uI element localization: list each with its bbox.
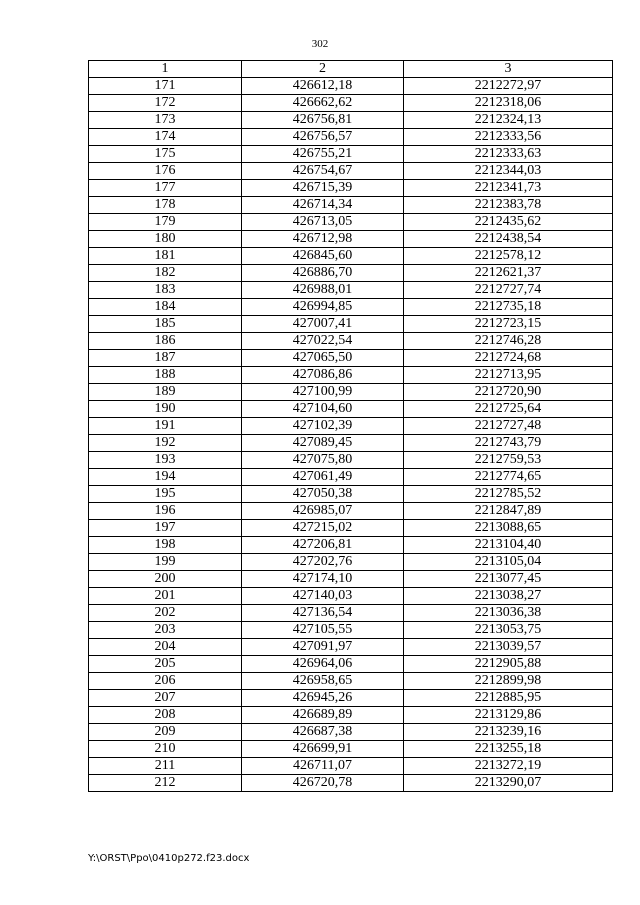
y-coordinate-cell: 2212847,89 xyxy=(404,503,613,520)
y-coordinate-cell: 2212333,56 xyxy=(404,129,613,146)
table-row xyxy=(89,639,613,656)
x-coordinate-cell: 427061,49 xyxy=(242,469,404,486)
table-row xyxy=(89,537,613,554)
table-row xyxy=(89,503,613,520)
x-coordinate-cell: 426712,98 xyxy=(242,231,404,248)
point-number-cell: 175 xyxy=(89,146,242,163)
x-coordinate-cell: 426756,57 xyxy=(242,129,404,146)
point-number-cell: 206 xyxy=(89,673,242,690)
point-number-cell: 211 xyxy=(89,758,242,775)
table-row xyxy=(89,520,613,537)
x-coordinate-cell: 427075,80 xyxy=(242,452,404,469)
table-row xyxy=(89,316,613,333)
table-row xyxy=(89,197,613,214)
point-number-cell: 194 xyxy=(89,469,242,486)
x-coordinate-cell: 427050,38 xyxy=(242,486,404,503)
y-coordinate-cell: 2212344,03 xyxy=(404,163,613,180)
point-number-cell: 203 xyxy=(89,622,242,639)
x-coordinate-cell: 427007,41 xyxy=(242,316,404,333)
table-row xyxy=(89,588,613,605)
y-coordinate-cell: 2212318,06 xyxy=(404,95,613,112)
page-number: 302 xyxy=(311,38,329,50)
y-coordinate-cell: 2212578,12 xyxy=(404,248,613,265)
y-coordinate-cell: 2212727,48 xyxy=(404,418,613,435)
point-number-cell: 181 xyxy=(89,248,242,265)
point-number-cell: 180 xyxy=(89,231,242,248)
point-number-cell: 171 xyxy=(89,78,242,95)
table-row xyxy=(89,214,613,231)
y-coordinate-cell: 2212899,98 xyxy=(404,673,613,690)
x-coordinate-cell: 426755,21 xyxy=(242,146,404,163)
table-row xyxy=(89,163,613,180)
point-number-cell: 209 xyxy=(89,724,242,741)
table-row xyxy=(89,333,613,350)
x-coordinate-cell: 427202,76 xyxy=(242,554,404,571)
x-coordinate-cell: 426845,60 xyxy=(242,248,404,265)
x-coordinate-cell: 426754,67 xyxy=(242,163,404,180)
table-row xyxy=(89,435,613,452)
point-number-cell: 192 xyxy=(89,435,242,452)
y-coordinate-cell: 2212735,18 xyxy=(404,299,613,316)
x-coordinate-cell: 427102,39 xyxy=(242,418,404,435)
point-number-cell: 198 xyxy=(89,537,242,554)
y-coordinate-cell: 2212725,64 xyxy=(404,401,613,418)
point-number-cell: 187 xyxy=(89,350,242,367)
x-coordinate-cell: 427089,45 xyxy=(242,435,404,452)
table-row xyxy=(89,741,613,758)
y-coordinate-cell: 2212724,68 xyxy=(404,350,613,367)
table-row xyxy=(89,656,613,673)
table-row xyxy=(89,452,613,469)
table-row xyxy=(89,265,613,282)
table-row xyxy=(89,418,613,435)
table-row xyxy=(89,367,613,384)
y-coordinate-cell: 2212383,78 xyxy=(404,197,613,214)
x-coordinate-cell: 427086,86 xyxy=(242,367,404,384)
x-coordinate-cell: 426958,65 xyxy=(242,673,404,690)
x-coordinate-cell: 427206,81 xyxy=(242,537,404,554)
y-coordinate-cell: 2212746,28 xyxy=(404,333,613,350)
x-coordinate-cell: 426687,38 xyxy=(242,724,404,741)
x-coordinate-cell: 426756,81 xyxy=(242,112,404,129)
table-row xyxy=(89,401,613,418)
x-coordinate-cell: 426886,70 xyxy=(242,265,404,282)
point-number-cell: 172 xyxy=(89,95,242,112)
table-row xyxy=(89,248,613,265)
x-coordinate-cell: 427104,60 xyxy=(242,401,404,418)
table-row xyxy=(89,299,613,316)
point-number-cell: 173 xyxy=(89,112,242,129)
y-coordinate-cell: 2212341,73 xyxy=(404,180,613,197)
point-number-cell: 185 xyxy=(89,316,242,333)
y-coordinate-cell: 2213053,75 xyxy=(404,622,613,639)
x-coordinate-cell: 427105,55 xyxy=(242,622,404,639)
point-number-cell: 205 xyxy=(89,656,242,673)
x-coordinate-cell: 427022,54 xyxy=(242,333,404,350)
y-coordinate-cell: 2212438,54 xyxy=(404,231,613,248)
point-number-cell: 184 xyxy=(89,299,242,316)
table-row xyxy=(89,486,613,503)
y-coordinate-cell: 2213104,40 xyxy=(404,537,613,554)
y-coordinate-cell: 2213077,45 xyxy=(404,571,613,588)
table-row xyxy=(89,95,613,112)
x-coordinate-cell: 426711,07 xyxy=(242,758,404,775)
x-coordinate-cell: 427174,10 xyxy=(242,571,404,588)
x-coordinate-cell: 427140,03 xyxy=(242,588,404,605)
point-number-cell: 189 xyxy=(89,384,242,401)
y-coordinate-cell: 2212743,79 xyxy=(404,435,613,452)
table-row xyxy=(89,350,613,367)
point-number-cell: 212 xyxy=(89,775,242,792)
x-coordinate-cell: 426612,18 xyxy=(242,78,404,95)
x-coordinate-cell: 426662,62 xyxy=(242,95,404,112)
point-number-cell: 207 xyxy=(89,690,242,707)
table-row xyxy=(89,775,613,792)
table-row xyxy=(89,605,613,622)
table-row xyxy=(89,622,613,639)
point-number-cell: 178 xyxy=(89,197,242,214)
document-file-path: Y:\ORST\Ppo\0410p272.f23.docx xyxy=(88,853,250,864)
table-row xyxy=(89,282,613,299)
y-coordinate-cell: 2212785,52 xyxy=(404,486,613,503)
y-coordinate-cell: 2212759,53 xyxy=(404,452,613,469)
y-coordinate-cell: 2213290,07 xyxy=(404,775,613,792)
point-number-cell: 210 xyxy=(89,741,242,758)
table-header-row xyxy=(89,61,613,78)
x-coordinate-cell: 426714,34 xyxy=(242,197,404,214)
table-row xyxy=(89,724,613,741)
table-row xyxy=(89,78,613,95)
y-coordinate-cell: 2213039,57 xyxy=(404,639,613,656)
x-coordinate-cell: 427215,02 xyxy=(242,520,404,537)
x-coordinate-cell: 426945,26 xyxy=(242,690,404,707)
point-number-cell: 190 xyxy=(89,401,242,418)
table-row xyxy=(89,469,613,486)
y-coordinate-cell: 2212333,63 xyxy=(404,146,613,163)
x-coordinate-cell: 427100,99 xyxy=(242,384,404,401)
point-number-cell: 174 xyxy=(89,129,242,146)
table-row xyxy=(89,690,613,707)
point-number-cell: 204 xyxy=(89,639,242,656)
y-coordinate-cell: 2212727,74 xyxy=(404,282,613,299)
x-coordinate-cell: 427091,97 xyxy=(242,639,404,656)
point-number-cell: 179 xyxy=(89,214,242,231)
point-number-cell: 188 xyxy=(89,367,242,384)
point-number-cell: 177 xyxy=(89,180,242,197)
point-number-cell: 200 xyxy=(89,571,242,588)
table-row xyxy=(89,707,613,724)
x-coordinate-cell: 426689,89 xyxy=(242,707,404,724)
y-coordinate-cell: 2213272,19 xyxy=(404,758,613,775)
y-coordinate-cell: 2213239,16 xyxy=(404,724,613,741)
x-coordinate-cell: 426994,85 xyxy=(242,299,404,316)
y-coordinate-cell: 2212720,90 xyxy=(404,384,613,401)
y-coordinate-cell: 2212713,95 xyxy=(404,367,613,384)
table-row xyxy=(89,571,613,588)
table-row xyxy=(89,180,613,197)
y-coordinate-cell: 2212324,13 xyxy=(404,112,613,129)
point-number-cell: 193 xyxy=(89,452,242,469)
point-number-cell: 199 xyxy=(89,554,242,571)
x-coordinate-cell: 426715,39 xyxy=(242,180,404,197)
y-coordinate-cell: 2212885,95 xyxy=(404,690,613,707)
x-coordinate-cell: 426699,91 xyxy=(242,741,404,758)
x-coordinate-cell: 426964,06 xyxy=(242,656,404,673)
y-coordinate-cell: 2213038,27 xyxy=(404,588,613,605)
point-number-cell: 195 xyxy=(89,486,242,503)
point-number-cell: 197 xyxy=(89,520,242,537)
table-row xyxy=(89,129,613,146)
point-number-cell: 208 xyxy=(89,707,242,724)
y-coordinate-cell: 2213105,04 xyxy=(404,554,613,571)
table-row xyxy=(89,384,613,401)
table-row xyxy=(89,673,613,690)
y-coordinate-cell: 2212905,88 xyxy=(404,656,613,673)
point-number-cell: 201 xyxy=(89,588,242,605)
point-number-cell: 176 xyxy=(89,163,242,180)
table-row xyxy=(89,554,613,571)
y-coordinate-cell: 2212272,97 xyxy=(404,78,613,95)
x-coordinate-cell: 427065,50 xyxy=(242,350,404,367)
table-row xyxy=(89,231,613,248)
table-body xyxy=(89,78,613,792)
point-number-cell: 183 xyxy=(89,282,242,299)
table-row xyxy=(89,112,613,129)
y-coordinate-cell: 2213036,38 xyxy=(404,605,613,622)
y-coordinate-cell: 2212621,37 xyxy=(404,265,613,282)
point-number-cell: 202 xyxy=(89,605,242,622)
point-number-cell: 191 xyxy=(89,418,242,435)
y-coordinate-cell: 2212723,15 xyxy=(404,316,613,333)
point-number-cell: 182 xyxy=(89,265,242,282)
x-coordinate-cell: 427136,54 xyxy=(242,605,404,622)
table-row xyxy=(89,146,613,163)
x-coordinate-cell: 426985,07 xyxy=(242,503,404,520)
x-coordinate-cell: 426720,78 xyxy=(242,775,404,792)
point-number-cell: 186 xyxy=(89,333,242,350)
x-coordinate-cell: 426988,01 xyxy=(242,282,404,299)
column-header-1: 1 xyxy=(89,61,242,78)
y-coordinate-cell: 2212774,65 xyxy=(404,469,613,486)
y-coordinate-cell: 2213255,18 xyxy=(404,741,613,758)
point-number-cell: 196 xyxy=(89,503,242,520)
coordinates-table xyxy=(88,60,613,792)
x-coordinate-cell: 426713,05 xyxy=(242,214,404,231)
column-header-3: 3 xyxy=(404,61,613,78)
y-coordinate-cell: 2213129,86 xyxy=(404,707,613,724)
table-row xyxy=(89,758,613,775)
y-coordinate-cell: 2212435,62 xyxy=(404,214,613,231)
y-coordinate-cell: 2213088,65 xyxy=(404,520,613,537)
column-header-2: 2 xyxy=(242,61,404,78)
